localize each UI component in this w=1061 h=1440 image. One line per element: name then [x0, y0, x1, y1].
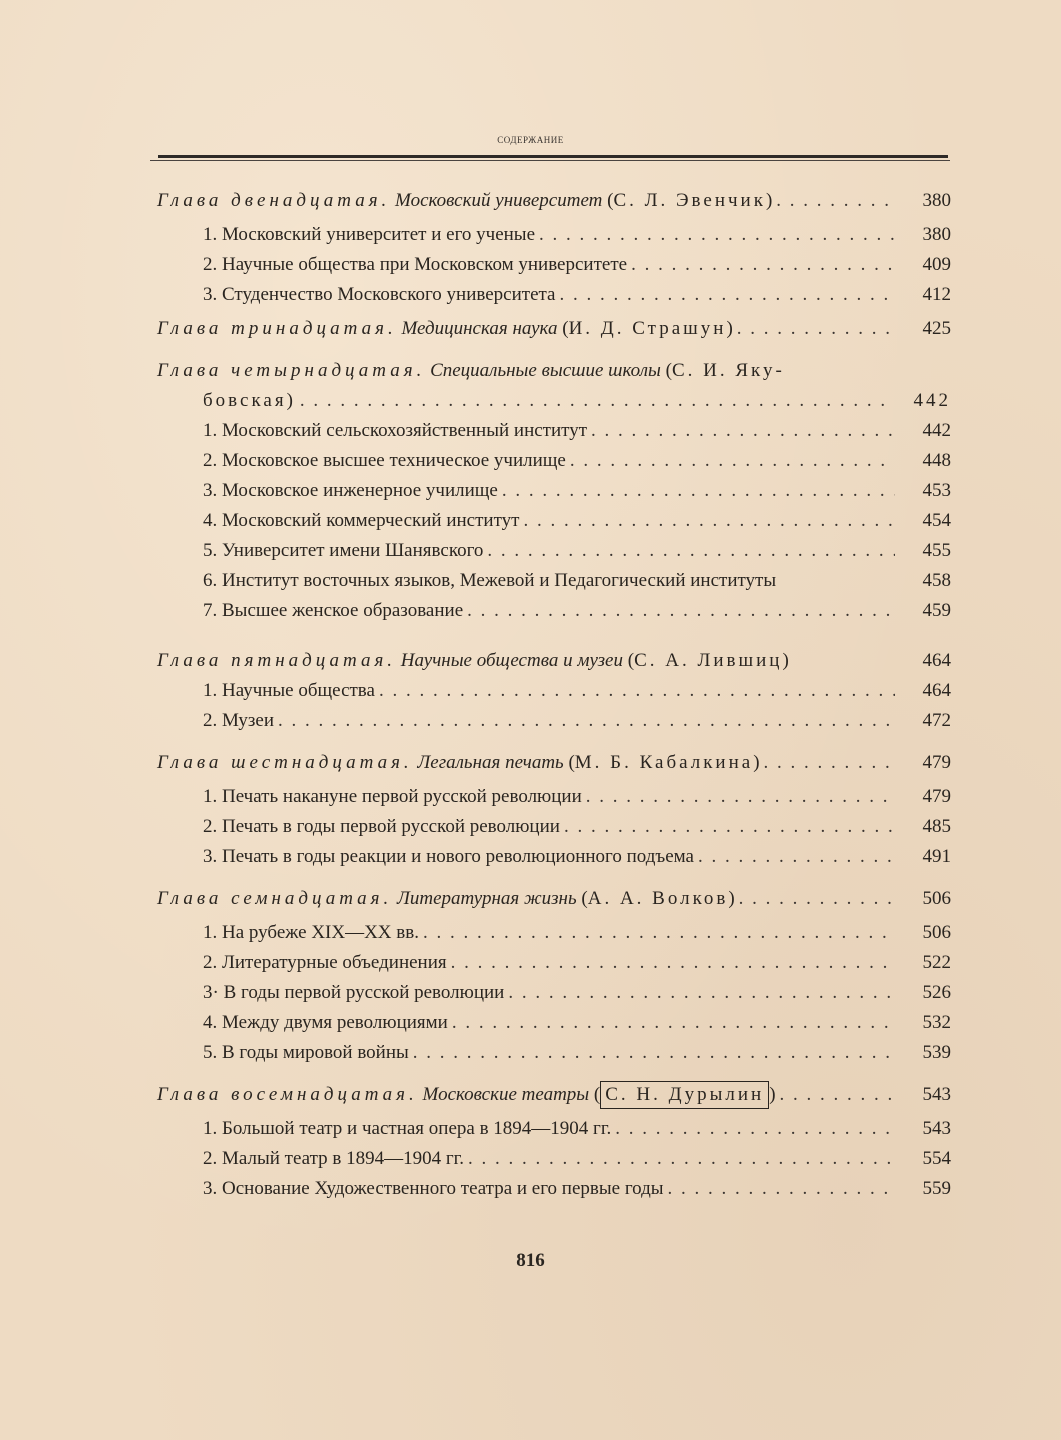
chapter-author: С. Л. Эвенчик [613, 190, 766, 211]
toc-section[interactable] [157, 812, 951, 842]
running-head: содержание [497, 131, 564, 146]
chapter-author: И. Д. Страшун [568, 318, 727, 339]
page-number: 442 [913, 390, 951, 411]
leader-dots [375, 676, 895, 706]
page-number: 442 [922, 420, 951, 441]
chapter-title: Медицинская наука [401, 318, 558, 339]
toc-section[interactable] [157, 1144, 951, 1174]
chapter-title: Научные общества и музеи [400, 650, 623, 671]
chapter-label: Глава тринадцатая. [157, 318, 397, 339]
toc-section[interactable] [157, 842, 951, 872]
page-number: 526 [922, 982, 951, 1003]
section-title: 5. В годы мировой войны [203, 1042, 409, 1063]
toc-chapter-16[interactable]: Глава шестнадцатая. Легальная печать (М. Б. Кабалкина) . . . 479 [157, 748, 951, 778]
section-title: 7. Высшее женское образование [203, 600, 464, 621]
leader-dots [483, 536, 895, 566]
chapter-title: Московский университет [395, 190, 603, 211]
section-title: 2. Московское высшее техническое училище [203, 450, 566, 471]
section-title: 1. Научные общества [203, 680, 375, 701]
section-title: 2. Малый театр в 1894—1904 гг. [203, 1148, 465, 1169]
leader-dots [664, 1174, 895, 1204]
toc-section[interactable] [157, 1114, 951, 1144]
section-title: 3. Студенчество Московского университета [203, 284, 556, 305]
page-number: 543 [922, 1084, 951, 1105]
page-number: 454 [922, 510, 951, 531]
toc-section[interactable] [157, 1008, 951, 1038]
toc-section[interactable] [157, 978, 951, 1008]
chapter-label: Глава восемнадцатая. [157, 1084, 418, 1105]
page-number: 409 [922, 254, 951, 275]
toc-section[interactable] [157, 506, 951, 536]
toc-section[interactable] [157, 706, 951, 736]
toc-chapter-13[interactable]: Глава тринадцатая. Медицинская наука (И. Д. Страшун) . . . 425 [157, 314, 951, 344]
section-title: 1. Печать накануне первой русской революции [203, 786, 582, 807]
section-title: 6. Институт восточных языков, Межевой и Педагогический институты [203, 570, 777, 591]
page-number: 464 [922, 650, 951, 671]
section-title: 3. Московское инженерное училище [203, 480, 498, 501]
leader-dots [498, 476, 895, 506]
toc-chapter-18[interactable]: Глава восемнадцатая. Московские театры ( С. Н. Дурылин ) . . . 543 [157, 1080, 951, 1110]
leader-dots [560, 812, 895, 842]
chapter-author: М. Б. Кабалкина [574, 752, 754, 773]
section-title: 3. Печать в годы реакции и нового революционного подъема [203, 846, 694, 867]
chapter-label: Глава четырнадцатая. [157, 360, 426, 381]
leader-dots [776, 1080, 895, 1110]
section-title: 2. Печать в годы первой русской революции [203, 816, 560, 837]
leader-dots [694, 842, 895, 872]
toc-chapter-14-continued[interactable] [157, 386, 951, 416]
toc-section[interactable] [157, 280, 951, 310]
leader-dots [448, 1008, 895, 1038]
leader-dots [419, 918, 895, 948]
chapter-label: Глава пятнадцатая. [157, 650, 397, 671]
page-number: 448 [922, 450, 951, 471]
section-title: 2. Литературные объединения [203, 952, 447, 973]
toc-chapter-15[interactable]: Глава пятнадцатая. Научные общества и музеи (С. А. Лившиц) 464 [157, 646, 951, 676]
header-rule-thick [158, 155, 948, 158]
page-number: 453 [922, 480, 951, 501]
leader-dots [296, 386, 895, 416]
page-folio: 816 [516, 1250, 545, 1271]
toc-chapter-12[interactable]: Глава двенадцатая. Московский университет (С. Л. Эвенчик) . . . 380 [157, 186, 951, 216]
page-number: 491 [922, 846, 951, 867]
page-number: 506 [922, 888, 951, 909]
page-number: 425 [922, 318, 951, 339]
leader-dots [535, 220, 895, 250]
toc-section[interactable] [157, 1038, 951, 1068]
leader-dots [464, 1144, 895, 1174]
chapter-author-continued: бовская) [203, 390, 296, 411]
leader-dots [772, 186, 895, 216]
toc-section[interactable] [157, 596, 951, 626]
page-number: 472 [922, 710, 951, 731]
toc-section[interactable] [157, 782, 951, 812]
page-number: 559 [922, 1178, 951, 1199]
page-number: 464 [922, 680, 951, 701]
toc-section[interactable] [157, 1174, 951, 1204]
toc-section[interactable] [157, 918, 951, 948]
section-title: 1. На рубеже XIX—XX вв. [203, 922, 419, 943]
toc-section[interactable] [157, 566, 951, 596]
page-number: 543 [922, 1118, 951, 1139]
leader-dots [582, 782, 895, 812]
page-number: 380 [922, 190, 951, 211]
leader-dots [735, 884, 895, 914]
chapter-author: С. А. Лившиц [634, 650, 783, 671]
toc-section[interactable] [157, 220, 951, 250]
leader-dots [733, 314, 895, 344]
chapter-author: А. А. Волков [587, 888, 729, 909]
page-number: 479 [922, 752, 951, 773]
page-number: 506 [922, 922, 951, 943]
leader-dots [566, 446, 895, 476]
chapter-title: Литературная жизнь [397, 888, 577, 909]
chapter-title: Легальная печать [417, 752, 564, 773]
leader-dots [627, 250, 895, 280]
page-number: 459 [922, 600, 951, 621]
section-title: 3. Основание Художественного театра и его первые годы [203, 1178, 664, 1199]
leader-dots [556, 280, 896, 310]
toc-section[interactable] [157, 948, 951, 978]
toc-section[interactable] [157, 250, 951, 280]
leader-dots [611, 1114, 895, 1144]
section-title: 1. Московский университет и его ученые [203, 224, 535, 245]
toc-chapter-17[interactable]: Глава семнадцатая. Литературная жизнь (А. А. Волков) . . . 506 [157, 884, 951, 914]
toc-section[interactable] [157, 446, 951, 476]
section-title: 4. Между двумя революциями [203, 1012, 448, 1033]
toc-chapter-14[interactable]: Глава четырнадцатая. Специальные высшие школы (С. И. Яку- [157, 360, 785, 381]
page-number: 522 [922, 952, 951, 973]
chapter-author: С. И. Яку- [671, 360, 785, 381]
chapter-label: Глава семнадцатая. [157, 888, 393, 909]
section-title: 1. Большой театр и частная опера в 1894—1904 гг. [203, 1118, 612, 1139]
page-number: 412 [922, 284, 951, 305]
leader-dots [519, 506, 895, 536]
section-title: 4. Московский коммерческий институт [203, 510, 520, 531]
section-title: 1. Московский сельскохозяйственный институт [203, 420, 588, 441]
page-number: 532 [922, 1012, 951, 1033]
chapter-label: Глава шестнадцатая. [157, 752, 413, 773]
leader-dots [447, 948, 895, 978]
page-number: 380 [922, 224, 951, 245]
section-title: 3· В годы первой русской революции [203, 982, 505, 1003]
toc-section[interactable] [157, 536, 951, 566]
toc-section[interactable] [157, 676, 951, 706]
page-number: 539 [922, 1042, 951, 1063]
section-title: 2. Музеи [203, 710, 275, 731]
chapter-title: Московские театры [422, 1084, 590, 1105]
leader-dots [463, 596, 895, 626]
table-of-contents [157, 186, 951, 1204]
header-rule-thin [150, 160, 950, 161]
chapter-author: С. Н. Дурылин [605, 1084, 765, 1105]
page-number: 485 [922, 816, 951, 837]
section-title: 2. Научные общества при Московском университете [203, 254, 628, 275]
toc-section[interactable] [157, 416, 951, 446]
leader-dots [274, 706, 895, 736]
page-number: 458 [922, 570, 951, 591]
chapter-author-boxed [600, 1081, 769, 1109]
page-number: 554 [922, 1148, 951, 1169]
chapter-label: Глава двенадцатая. [157, 190, 391, 211]
chapter-title: Специальные высшие школы [430, 360, 661, 381]
leader-dots [409, 1038, 895, 1068]
section-title: 5. Университет имени Шанявского [203, 540, 484, 561]
page-number: 455 [922, 540, 951, 561]
leader-dots [760, 748, 895, 778]
page-number: 479 [922, 786, 951, 807]
leader-dots [504, 978, 895, 1008]
toc-section[interactable] [157, 476, 951, 506]
leader-dots [587, 416, 895, 446]
